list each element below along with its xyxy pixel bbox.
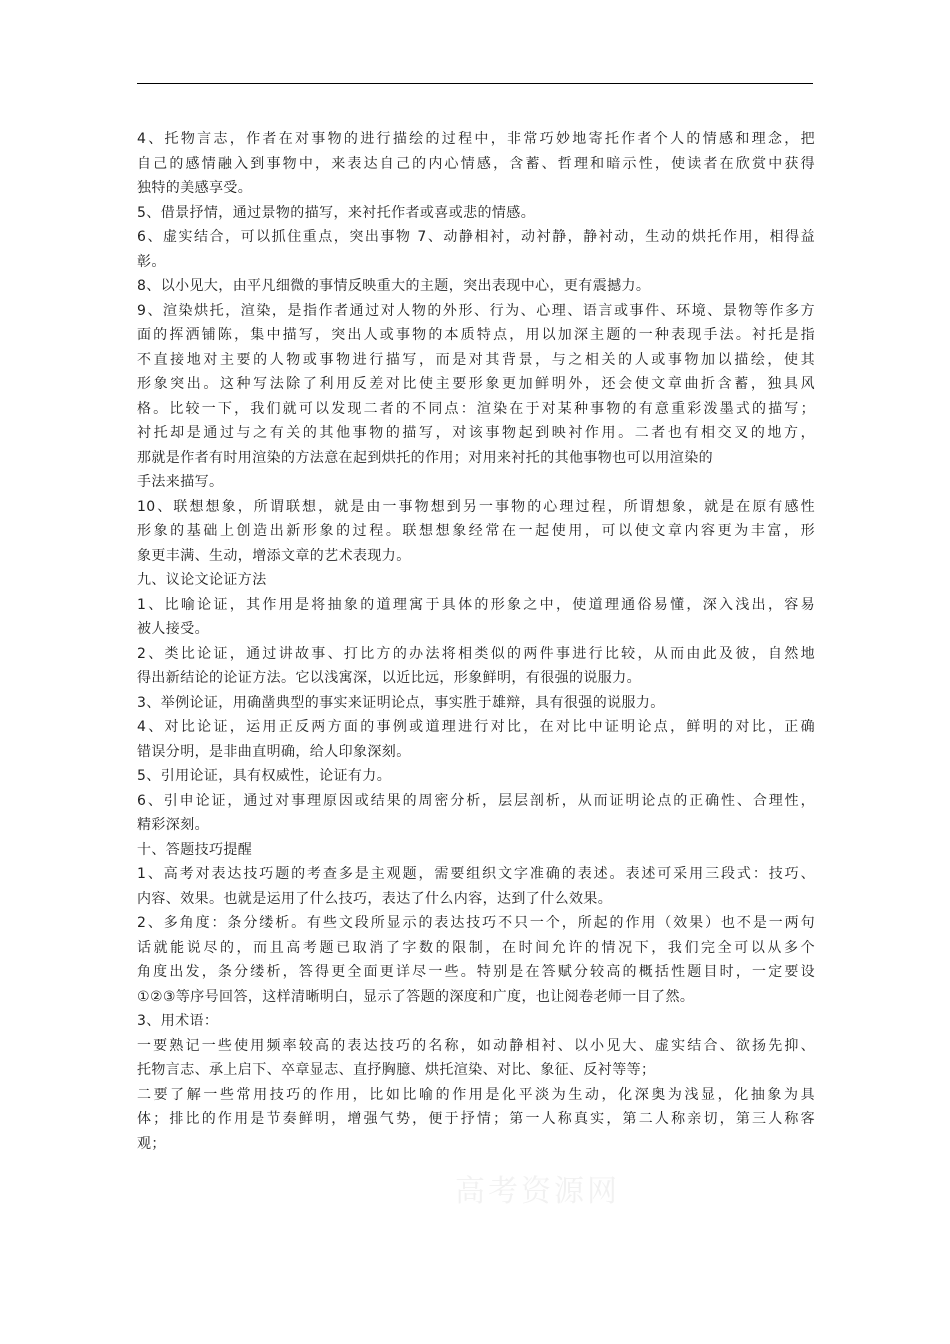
text-line: 1、比喻论证，其作用是将抽象的道理寓于具体的形象之中，使道理通俗易懂，深入浅出，容易 <box>137 596 815 613</box>
text-line: 彰。 <box>137 253 166 270</box>
text-line: 角度出发，条分缕析，答得更全面更详尽一些。特别是在答赋分较高的概括性题目时，一定要设 <box>137 964 815 980</box>
text-line: 自己的感情融入到事物中，来表达自己的内心情感，含蓄、哲理和暗示性，使读者在欣赏中获得 <box>137 155 815 172</box>
text-line: 2、多角度：条分缕析。有些文段所显示的表达技巧不只一个，所起的作用（效果）也不是一两句 <box>137 915 815 931</box>
watermark: 高考资源网 <box>455 1174 620 1209</box>
text-line: 形象突出。这种写法除了利用反差对比使主要形象更加鲜明外，还会使文章曲折含蓄，独具风 <box>137 376 815 392</box>
text-line: 5、借景抒情，通过景物的描写，来衬托作者或喜或悲的情感。 <box>137 204 536 221</box>
text-line: 象更丰满、生动，增添文章的艺术表现力。 <box>137 547 411 564</box>
header-rule <box>137 83 813 84</box>
text-line: 手法来描写。 <box>137 474 224 490</box>
text-line: 5、引用论证，具有权威性，论证有力。 <box>137 768 392 784</box>
text-line: 话就能说尽的，而且高考题已取消了字数的限制，在时间允许的情况下，我们完全可以从多个 <box>137 939 815 956</box>
text-line: 那就是作者有时用渲染的方法意在起到烘托的作用；对用来衬托的其他事物也可以用渲染的 <box>137 449 713 466</box>
text-line: 托物言志、承上启下、卒章显志、直抒胸臆、烘托渲染、对比、象征、反衬等等； <box>137 1062 656 1078</box>
text-line: 6、虚实结合，可以抓住重点，突出事物 7、动静相衬，动衬静，静衬动，生动的烘托作用，相得益 <box>137 229 815 245</box>
text-line: ①②③等序号回答，这样清晰明白，显示了答题的深度和广度，也让阅卷老师一目了然。 <box>137 988 695 1005</box>
text-line: 4、托物言志，作者在对事物的进行描绘的过程中，非常巧妙地寄托作者个人的情感和理念，把 <box>137 131 815 147</box>
text-line: 3、举例论证，用确凿典型的事实来证明论点，事实胜于雄辩，具有很强的说服力。 <box>137 694 665 711</box>
text-line: 错误分明，是非曲直明确，给人印象深刻。 <box>137 743 411 760</box>
text-line: 二要了解一些常用技巧的作用，比如比喻的作用是化平淡为生动，化深奥为浅显，化抽象为具 <box>137 1086 815 1103</box>
text-line: 观； <box>137 1135 166 1152</box>
section-heading: 十、答题技巧提醒 <box>137 841 253 858</box>
text-line: 面的挥洒铺陈，集中描写，突出人或事物的本质特点，用以加深主题的一种表现手法。衬托是指 <box>137 327 815 343</box>
text-line: 4、对比论证，运用正反两方面的事例或道理进行对比，在对比中证明论点，鲜明的对比，正确 <box>137 719 815 735</box>
text-line: 2、类比论证，通过讲故事、打比方的办法将相类似的两件事进行比较，从而由此及彼，自然地 <box>137 645 815 662</box>
text-line: 形象的基础上创造出新形象的过程。联想想象经常在一起使用，可以使文章内容更为丰富，形 <box>137 523 815 539</box>
text-line: 6、引申论证，通过对事理原因或结果的周密分析，层层剖析，从而证明论点的正确性、合理性， <box>137 792 815 809</box>
text-line: 得出新结论的论证方法。它以浅寓深，以近比远，形象鲜明，有很强的说服力。 <box>137 670 641 686</box>
text-line: 精彩深刻。 <box>137 817 209 833</box>
text-line: 3、用术语： <box>137 1013 219 1029</box>
text-line: 衬托却是通过与之有关的其他事物的描写，对该事物起到映衬作用。二者也有相交叉的地方， <box>137 425 815 441</box>
text-line: 体；排比的作用是节奏鲜明，增强气势，便于抒情；第一人称真实，第二人称亲切，第三人称客 <box>137 1111 815 1127</box>
document-body <box>137 127 815 1156</box>
text-line: 被人接受。 <box>137 621 209 637</box>
text-line: 8、以小见大，由平凡细微的事情反映重大的主题，突出表现中心，更有震撼力。 <box>137 278 651 294</box>
text-line: 1、高考对表达技巧题的考查多是主观题，需要组织文字准确的表述。表述可采用三段式：技巧、 <box>137 866 815 882</box>
text-line: 独特的美感享受。 <box>137 180 253 196</box>
text-line: 不直接地对主要的人物或事物进行描写，而是对其背景，与之相关的人或事物加以描绘，使其 <box>137 351 815 368</box>
text-line: 格。比较一下，我们就可以发现二者的不同点：渲染在于对某种事物的有意重彩泼墨式的描写； <box>137 400 815 417</box>
section-heading: 九、议论文论证方法 <box>137 572 267 588</box>
text-line: 内容、效果。也就是运用了什么技巧，表达了什么内容，达到了什么效果。 <box>137 890 613 907</box>
text-line: 10、联想想象，所谓联想，就是由一事物想到另一事物的心理过程，所谓想象，就是在原有感性 <box>137 498 815 515</box>
text-line: 9、渲染烘托，渲染，是指作者通过对人物的外形、行为、心理、语言或事件、环境、景物等作多方 <box>137 302 815 319</box>
text-line: 一要熟记一些使用频率较高的表达技巧的名称，如动静相衬、以小见大、虚实结合、欲扬先抑、 <box>137 1037 815 1054</box>
